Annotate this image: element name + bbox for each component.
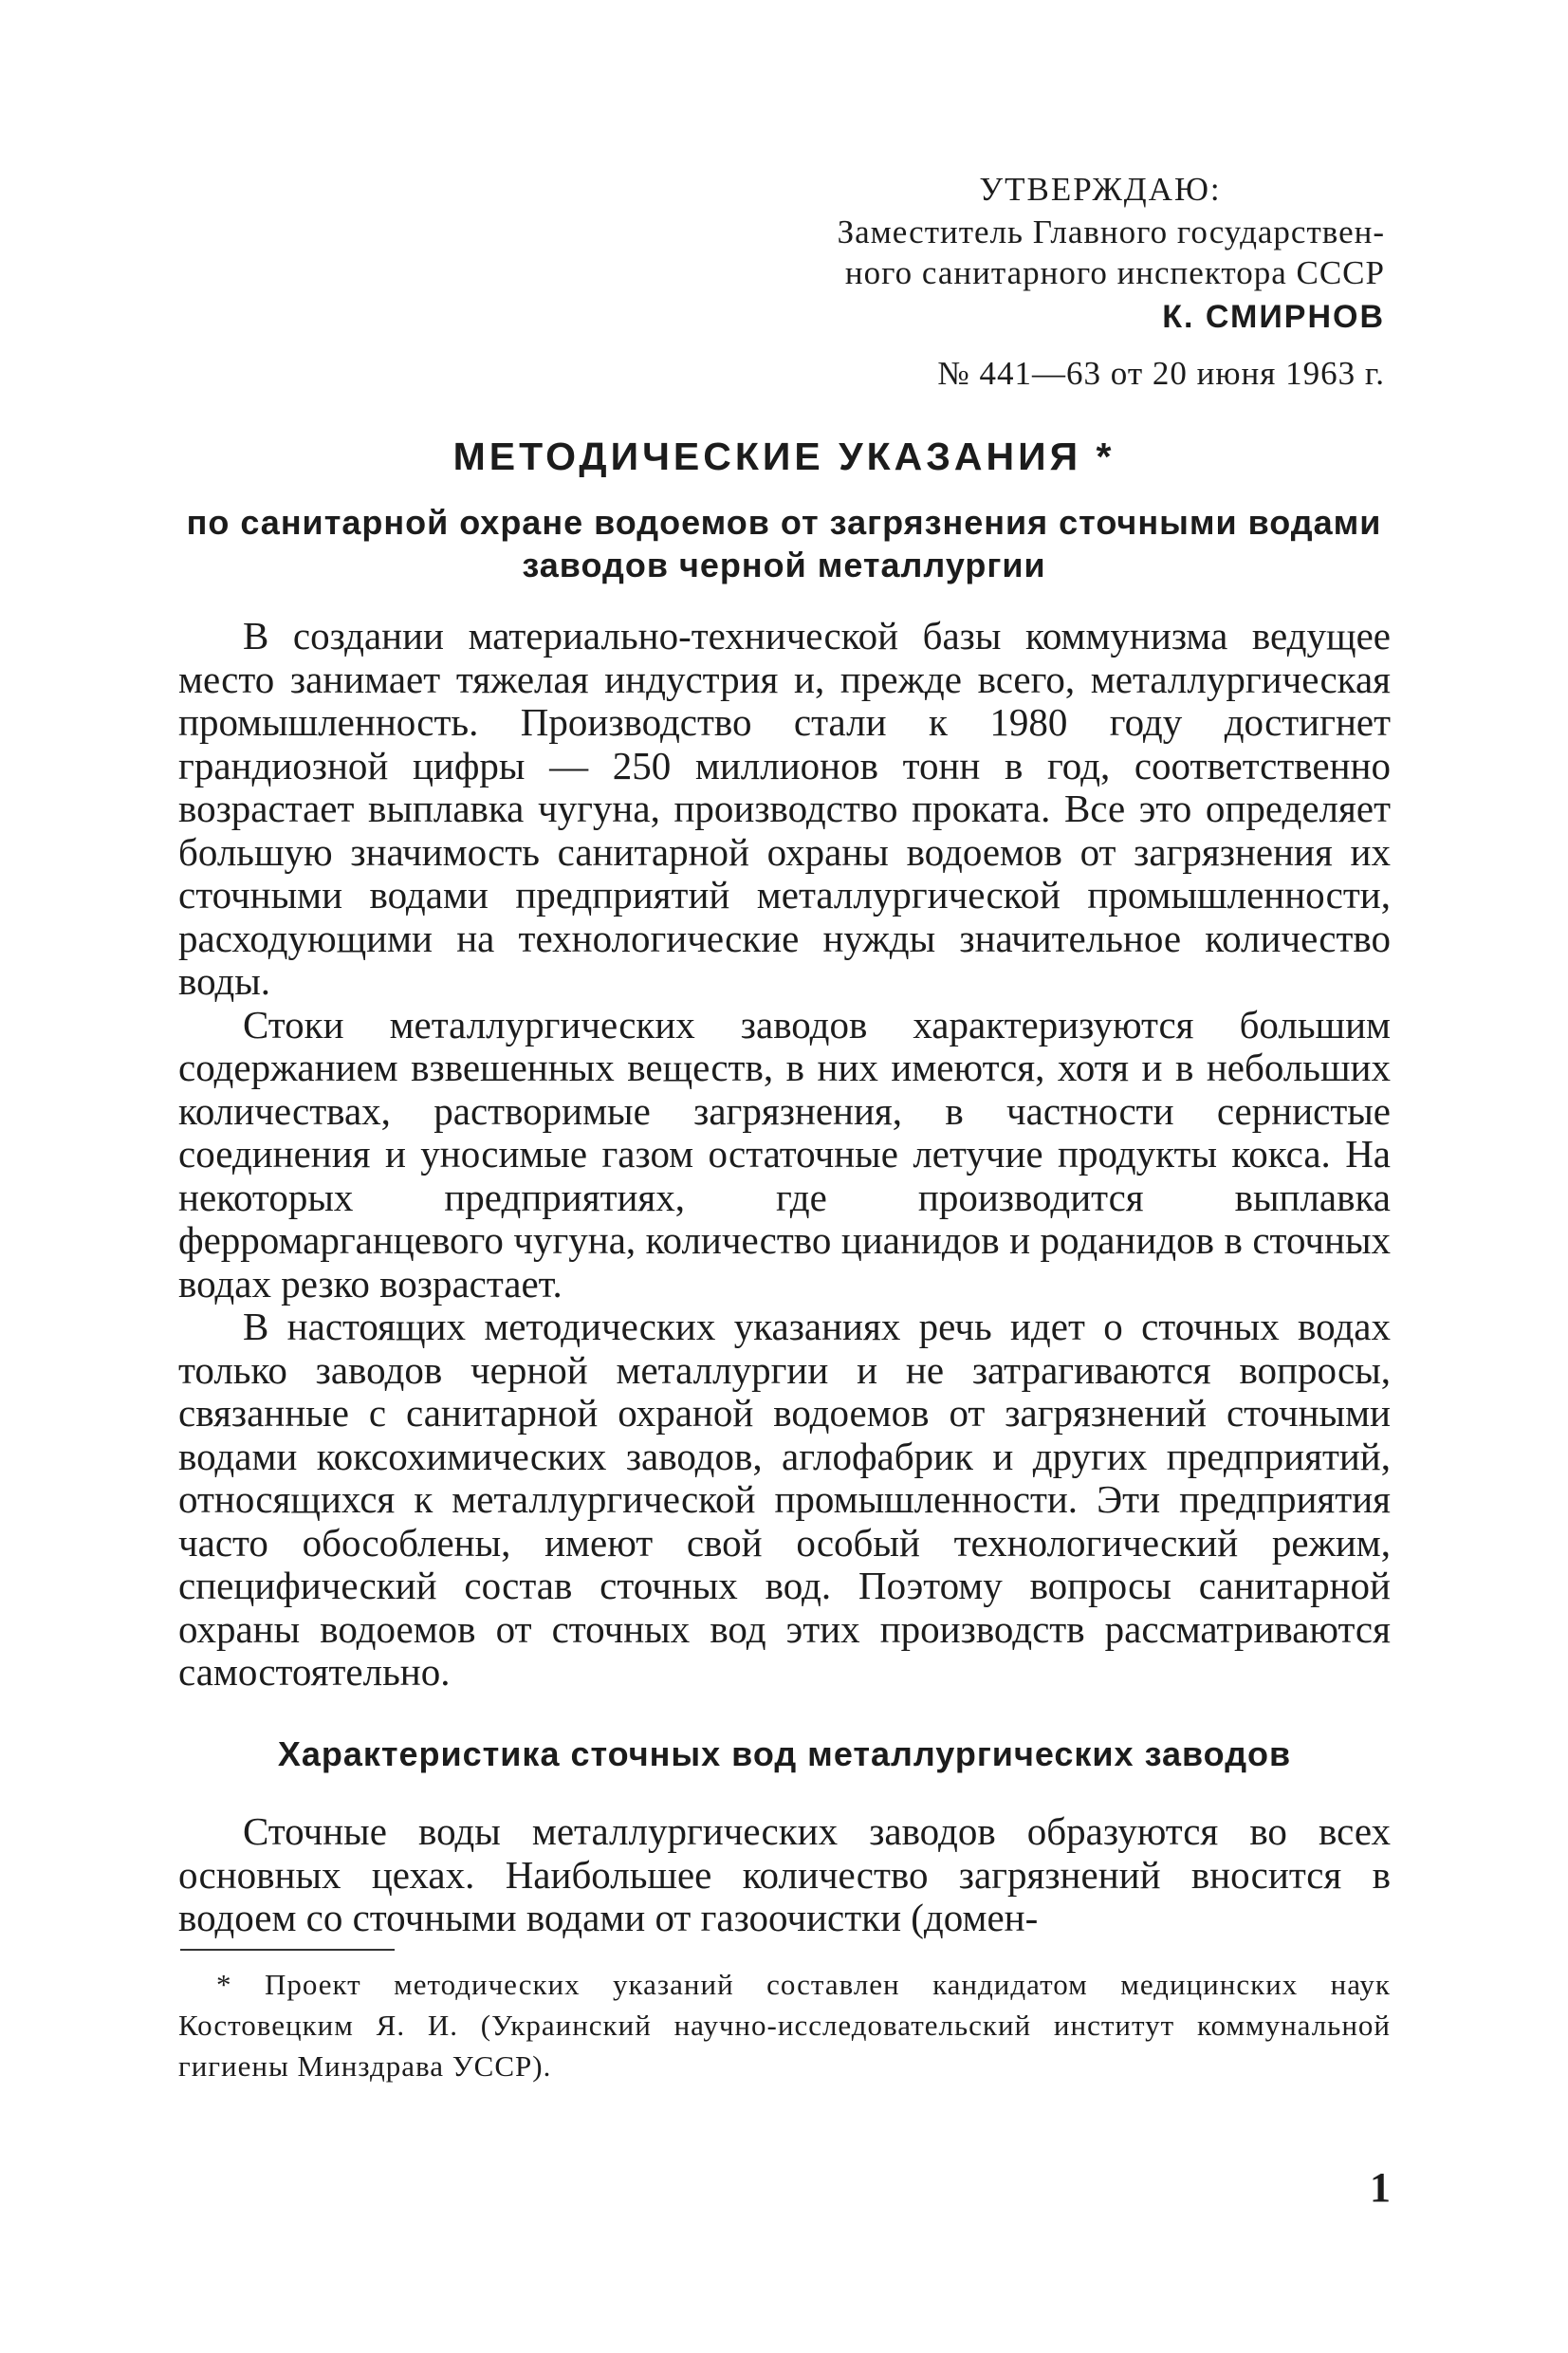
approval-signatory-name: К. СМИРНОВ [1162, 299, 1385, 335]
document-body [178, 615, 1391, 1695]
approval-position-line-2: ного санитарного инспектора СССР [844, 254, 1385, 291]
footnote [178, 1964, 1391, 2086]
approval-title: УТВЕРЖДАЮ: [979, 171, 1222, 208]
page-number: 1 [1370, 2164, 1391, 2211]
document-title: МЕТОДИЧЕСКИЕ УКАЗАНИЯ * [452, 435, 1116, 478]
body-paragraph: Стоки металлургических заводов характеризуются большим содержанием взвешенных веществ, в них имеются, хотя и в небольших количествах, растворимые загрязнения, в частности сернистые соединения и уносимые газом остаточные летучие продукты кокса. На некоторых предприятиях, где производится выплавка ферромарганцевого чугуна, количество цианидов и роданидов в сточных водах резко возрастает. [178, 1002, 1391, 1306]
approval-number-date: № 441—63 от 20 июня 1963 г. [937, 355, 1385, 392]
footnote-text: * Проект методических указаний составлен кандидатом медицинских наук Костовецким Я. И. (Украинский научно-исследовательский институт коммунальной гигиены Минздрава УССР). [178, 1968, 1391, 2083]
footnote-divider [180, 1949, 395, 1951]
section-paragraph: Сточные воды металлургических заводов образуются во всех основных цехах. Наибольшее количество загрязнений вносится в водоем со сточными водами от газоочистки (домен- [178, 1809, 1391, 1939]
body-paragraph: В создании материально-технической базы коммунизма ведущее место занимает тяжелая индустрия и, прежде всего, металлургическая промышленность. Производство стали к 1980 году достигнет грандиозной цифры — 250 миллионов тонн в год, соответственно возрастает выплавка чугуна, производство проката. Все это определяет большую значимость санитарной охраны водоемов от загрязнения их сточными водами предприятий металлургической промышленности, расходующими на технологические нужды значительное количество воды. [178, 614, 1391, 1003]
approval-position-line-1: Заместитель Главного государствен- [837, 213, 1385, 250]
document-subtitle: по санитарной охране водоемов от загрязнения сточными водами заводов черной металлургии [186, 503, 1382, 584]
section-body [178, 1810, 1391, 1940]
body-paragraph: В настоящих методических указаниях речь идет о сточных водах только заводов черной металлургии и не затрагиваются вопросы, связанные с санитарной охраной водоемов от загрязнений сточными водами коксохимических заводов, аглофабрик и других предприятий, относящихся к металлургической промышленности. Эти предприятия часто обособлены, имеют свой особый технологический режим, специфический состав сточных вод. Поэтому вопросы санитарной охраны водоемов от сточных вод этих производств рассматриваются самостоятельно. [178, 1305, 1391, 1694]
approval-block [778, 169, 1385, 394]
section-heading: Характеристика сточных вод металлургических заводов [277, 1734, 1292, 1773]
